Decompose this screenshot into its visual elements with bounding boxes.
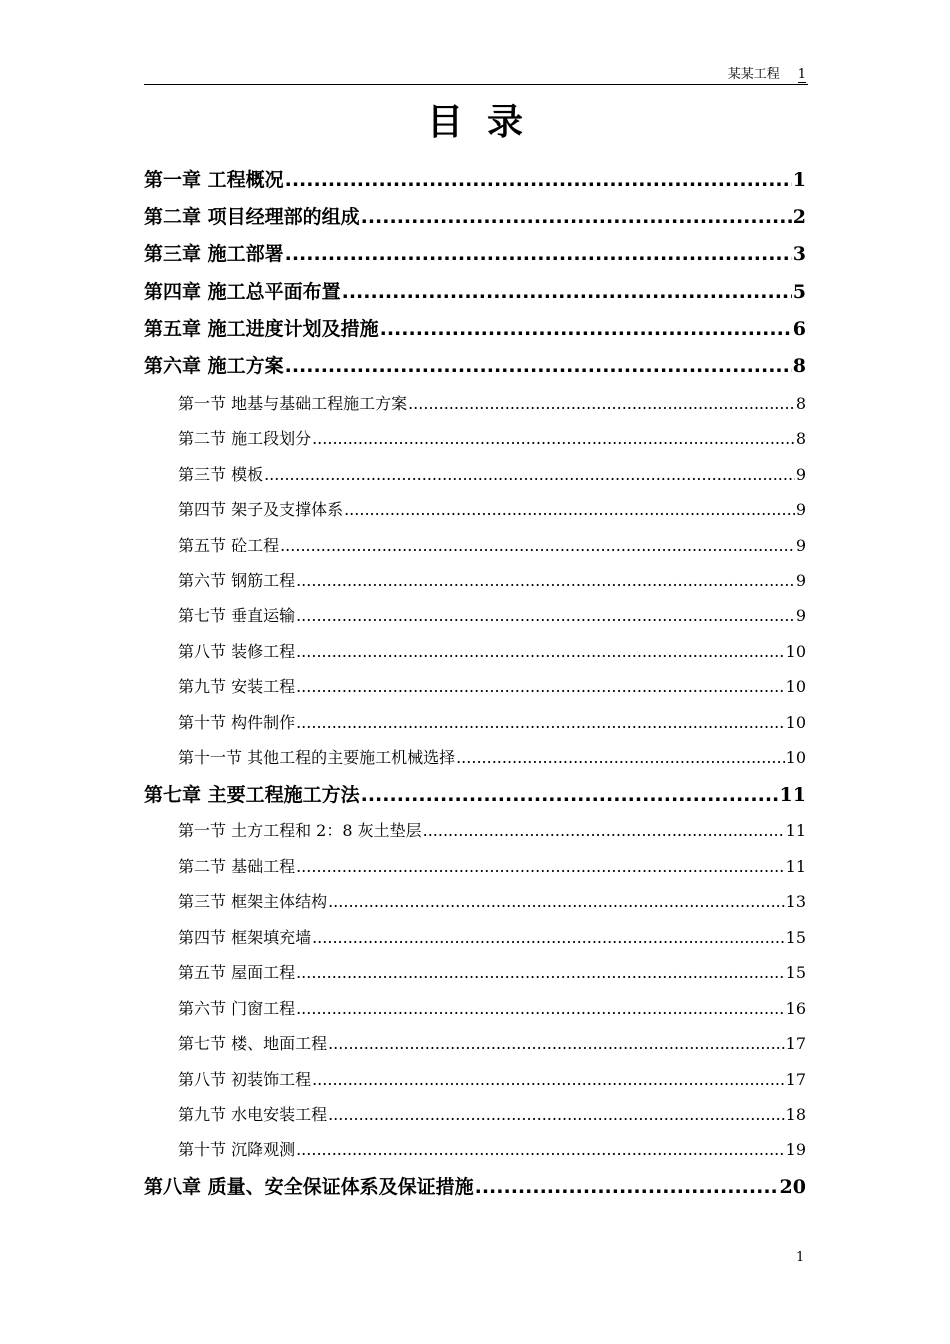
toc-entry-label: 第六节 钢筋工程 xyxy=(178,571,296,590)
header-title: 某某工程 xyxy=(727,67,780,82)
toc-entry-page: 16 xyxy=(785,999,806,1018)
page-header xyxy=(144,66,808,85)
toc-entry-label: 第四节 架子及支撑体系 xyxy=(178,500,344,519)
toc-entry-section[interactable] xyxy=(178,463,806,487)
toc-leader-dots xyxy=(312,1068,785,1092)
toc-entry-label: 第五节 砼工程 xyxy=(178,536,280,555)
toc-entry-section[interactable] xyxy=(178,711,806,735)
toc-entry-label: 第七节 垂直运输 xyxy=(178,606,296,625)
toc-entry-page: 5 xyxy=(792,281,806,303)
toc-entry-section[interactable] xyxy=(178,926,806,950)
toc-entry-section[interactable] xyxy=(178,855,806,879)
toc-leader-dots xyxy=(361,781,779,809)
toc-leader-dots xyxy=(296,997,785,1021)
toc-leader-dots xyxy=(408,392,795,416)
toc-entry-page: 10 xyxy=(785,642,806,661)
toc-entry-label: 第二章 项目经理部的组成 xyxy=(144,206,360,228)
toc-entry-page: 8 xyxy=(795,429,806,448)
toc-entry-label: 第三章 施工部署 xyxy=(144,243,284,265)
toc-entry-page: 17 xyxy=(785,1070,806,1089)
toc-leader-dots xyxy=(361,203,792,231)
toc-leader-dots xyxy=(296,675,785,699)
toc-entry-section[interactable] xyxy=(178,997,806,1021)
toc-entry-label: 第八节 初装饰工程 xyxy=(178,1070,312,1089)
toc-entry-section[interactable] xyxy=(178,640,806,664)
toc-entry-page: 18 xyxy=(785,1105,806,1124)
toc-entry-page: 13 xyxy=(785,892,806,911)
toc-entry-section[interactable] xyxy=(178,890,806,914)
toc-entry-chapter-2[interactable] xyxy=(144,203,806,231)
toc-title: 目录 xyxy=(426,102,547,143)
toc-entry-label: 第五节 屋面工程 xyxy=(178,963,296,982)
toc-entry-page: 9 xyxy=(795,536,806,555)
toc-leader-dots xyxy=(328,1032,785,1056)
toc-entry-section[interactable] xyxy=(178,961,806,985)
toc-leader-dots xyxy=(380,315,792,343)
toc-entry-chapter-1[interactable] xyxy=(144,166,806,194)
toc-leader-dots xyxy=(344,498,795,522)
toc-entry-page: 15 xyxy=(785,928,806,947)
toc-leader-dots xyxy=(328,890,785,914)
toc-leader-dots xyxy=(285,352,792,380)
toc-entry-page: 15 xyxy=(785,963,806,982)
toc-leader-dots xyxy=(423,819,785,843)
toc-entry-section[interactable] xyxy=(178,569,806,593)
toc-entry-page: 9 xyxy=(795,571,806,590)
toc-entry-page: 2 xyxy=(792,206,806,228)
toc-entry-section[interactable] xyxy=(178,604,806,628)
toc-entry-section[interactable] xyxy=(178,427,806,451)
toc-leader-dots xyxy=(296,855,785,879)
toc-entry-section[interactable] xyxy=(178,534,806,558)
toc-entry-label: 第九节 水电安装工程 xyxy=(178,1105,328,1124)
toc-leader-dots xyxy=(296,961,785,985)
toc-entry-page: 9 xyxy=(795,465,806,484)
toc-entry-chapter-3[interactable] xyxy=(144,240,806,268)
toc-entry-page: 8 xyxy=(795,394,806,413)
toc-leader-dots xyxy=(456,746,785,770)
toc-entry-label: 第五章 施工进度计划及措施 xyxy=(144,318,379,340)
toc-entry-page: 3 xyxy=(792,243,806,265)
toc-entry-label: 第四节 框架填充墙 xyxy=(178,928,312,947)
toc-entry-label: 第一节 土方工程和 2：8 灰土垫层 xyxy=(178,821,422,840)
toc-entry-page: 1 xyxy=(792,169,806,191)
toc-entry-label: 第八章 质量、安全保证体系及保证措施 xyxy=(144,1176,474,1198)
toc-entry-label: 第一节 地基与基础工程施工方案 xyxy=(178,394,408,413)
toc-entry-label: 第三节 框架主体结构 xyxy=(178,892,328,911)
toc-entry-page: 8 xyxy=(792,355,806,377)
toc-entry-label: 第二节 基础工程 xyxy=(178,857,296,876)
toc-leader-dots xyxy=(280,534,795,558)
toc-entry-label: 第八节 装修工程 xyxy=(178,642,296,661)
toc-entry-label: 第十节 构件制作 xyxy=(178,713,296,732)
toc-entry-page: 10 xyxy=(785,713,806,732)
toc-entry-chapter-4[interactable] xyxy=(144,278,806,306)
toc-entry-page: 6 xyxy=(792,318,806,340)
toc-leader-dots xyxy=(296,569,795,593)
toc-leader-dots xyxy=(475,1173,779,1201)
toc-entry-section[interactable] xyxy=(178,1138,806,1162)
toc-entry-label: 第六节 门窗工程 xyxy=(178,999,296,1018)
toc-entry-page: 17 xyxy=(785,1034,806,1053)
toc-leader-dots xyxy=(328,1103,785,1127)
toc-entry-page: 19 xyxy=(785,1140,806,1159)
toc-entry-label: 第一章 工程概况 xyxy=(144,169,284,191)
toc-entry-chapter-6[interactable] xyxy=(144,352,806,380)
toc-entry-label: 第六章 施工方案 xyxy=(144,355,284,377)
footer-page-number: 1 xyxy=(796,1250,805,1265)
toc-leader-dots xyxy=(285,166,792,194)
toc-entry-label: 第二节 施工段划分 xyxy=(178,429,312,448)
toc-entry-section[interactable] xyxy=(178,1032,806,1056)
toc-entry-section[interactable] xyxy=(178,746,806,770)
toc-entry-page: 11 xyxy=(785,857,806,876)
toc-entry-page: 11 xyxy=(779,784,806,806)
toc-leader-dots xyxy=(296,711,785,735)
toc-leader-dots xyxy=(312,427,795,451)
toc-entry-section[interactable] xyxy=(178,498,806,522)
toc-leader-dots xyxy=(264,463,795,487)
toc-entry-section[interactable] xyxy=(178,1103,806,1127)
toc-leader-dots xyxy=(285,240,792,268)
toc-entry-chapter-7[interactable] xyxy=(144,781,806,809)
toc-entry-section[interactable] xyxy=(178,392,806,416)
toc-entry-section[interactable] xyxy=(178,675,806,699)
toc-entry-label: 第四章 施工总平面布置 xyxy=(144,281,341,303)
toc-entry-page: 10 xyxy=(785,748,806,767)
toc-leader-dots xyxy=(342,278,792,306)
toc-entry-label: 第十节 沉降观测 xyxy=(178,1140,296,1159)
toc-entry-label: 第十一节 其他工程的主要施工机械选择 xyxy=(178,748,456,767)
toc-entry-chapter-5[interactable] xyxy=(144,315,806,343)
toc-leader-dots xyxy=(312,926,785,950)
toc-leader-dots xyxy=(296,640,785,664)
toc-entry-label: 第七节 楼、地面工程 xyxy=(178,1034,328,1053)
toc-entry-page: 10 xyxy=(785,677,806,696)
toc-entry-label: 第三节 模板 xyxy=(178,465,264,484)
toc-entry-section[interactable] xyxy=(178,1068,806,1092)
toc-entry-page: 11 xyxy=(785,821,806,840)
toc-leader-dots xyxy=(296,604,795,628)
toc-entry-page: 20 xyxy=(779,1176,806,1198)
toc-entry-chapter-8[interactable] xyxy=(144,1173,806,1201)
toc-entry-page: 9 xyxy=(795,500,806,519)
toc-entry-label: 第七章 主要工程施工方法 xyxy=(144,784,360,806)
toc-entry-section[interactable] xyxy=(178,819,806,843)
toc-leader-dots xyxy=(296,1138,785,1162)
toc-entry-page: 9 xyxy=(795,606,806,625)
header-page-number: 1 xyxy=(797,67,806,82)
toc-entry-label: 第九节 安装工程 xyxy=(178,677,296,696)
